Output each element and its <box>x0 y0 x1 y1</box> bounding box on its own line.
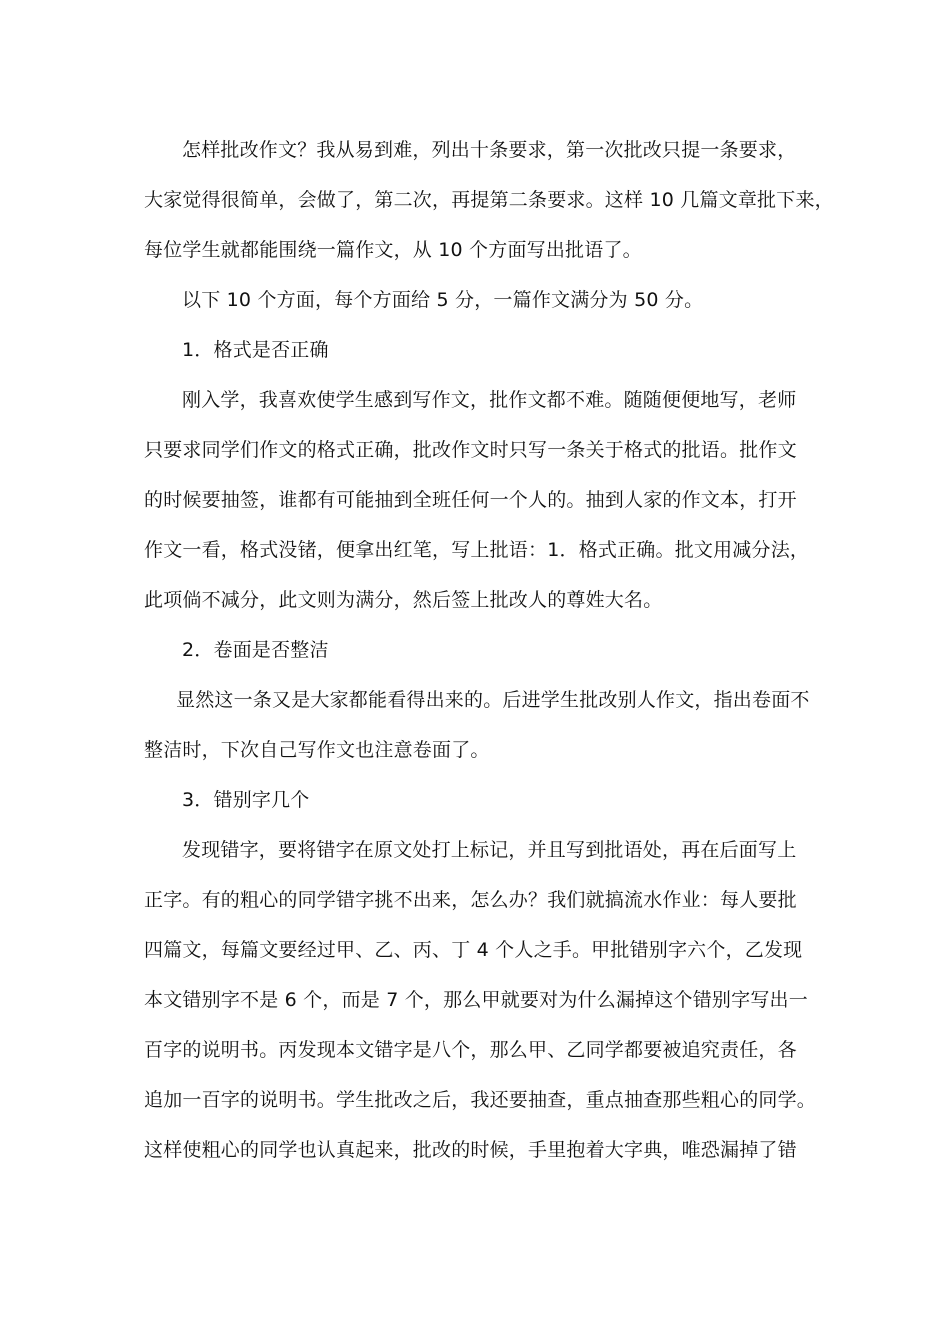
paragraph-scoring: 以下 10 个方面，每个方面给 5 分，一篇作文满分为 50 分。 <box>182 289 704 311</box>
paragraph-typos-line-3: 四篇文，每篇文要经过甲、乙、丙、丁 4 个人之手。甲批错别字六个，乙发现 <box>144 939 803 961</box>
paragraph-typos-line-4: 本文错别字不是 6 个，而是 7 个，那么甲就要对为什么漏掉这个错别字写出一 <box>144 989 808 1011</box>
section-heading-3: 3．错别字几个 <box>182 789 310 811</box>
paragraph-neatness-line-1: 显然这一条又是大家都能看得出来的。后进学生批改别人作文，指出卷面不 <box>176 689 810 711</box>
paragraph-format-line-1: 刚入学，我喜欢使学生感到写作文，批作文都不难。随随便便地写，老师 <box>182 389 797 411</box>
paragraph-format-line-5: 此项倘不减分，此文则为满分，然后签上批改人的尊姓大名。 <box>144 589 663 611</box>
paragraph-typos-line-6: 追加一百字的说明书。学生批改之后，我还要抽查，重点抽查那些粗心的同学。 <box>144 1089 817 1111</box>
section-heading-2: 2．卷面是否整洁 <box>182 639 329 661</box>
paragraph-typos-line-5: 百字的说明书。丙发现本文错字是八个，那么甲、乙同学都要被追究责任，各 <box>144 1039 797 1061</box>
paragraph-typos-line-2: 正字。有的粗心的同学错字挑不出来，怎么办？我们就搞流水作业：每人要批 <box>144 889 797 911</box>
paragraph-intro-line-1: 怎样批改作文？我从易到难，列出十条要求，第一次批改只提一条要求， <box>182 139 797 161</box>
paragraph-typos-line-1: 发现错字，要将错字在原文处打上标记，并且写到批语处，再在后面写上 <box>182 839 797 861</box>
paragraph-format-line-3: 的时候要抽签，谁都有可能抽到全班任何一个人的。抽到人家的作文本，打开 <box>144 489 797 511</box>
paragraph-format-line-2: 只要求同学们作文的格式正确，批改作文时只写一条关于格式的批语。批作文 <box>144 439 797 461</box>
paragraph-intro-line-2: 大家觉得很简单，会做了，第二次，再提第二条要求。这样 10 几篇文章批下来， <box>144 189 834 211</box>
paragraph-typos-line-7: 这样使粗心的同学也认真起来，批改的时候，手里抱着大字典，唯恐漏掉了错 <box>144 1139 797 1161</box>
paragraph-intro-line-3: 每位学生就都能围绕一篇作文，从 10 个方面写出批语了。 <box>144 239 642 261</box>
paragraph-format-line-4: 作文一看，格式没锗，便拿出红笔，写上批语：1．格式正确。批文用减分法， <box>144 539 810 561</box>
section-heading-1: 1．格式是否正确 <box>182 339 329 361</box>
paragraph-neatness-line-2: 整洁时，下次自己写作文也注意卷面了。 <box>144 739 490 761</box>
